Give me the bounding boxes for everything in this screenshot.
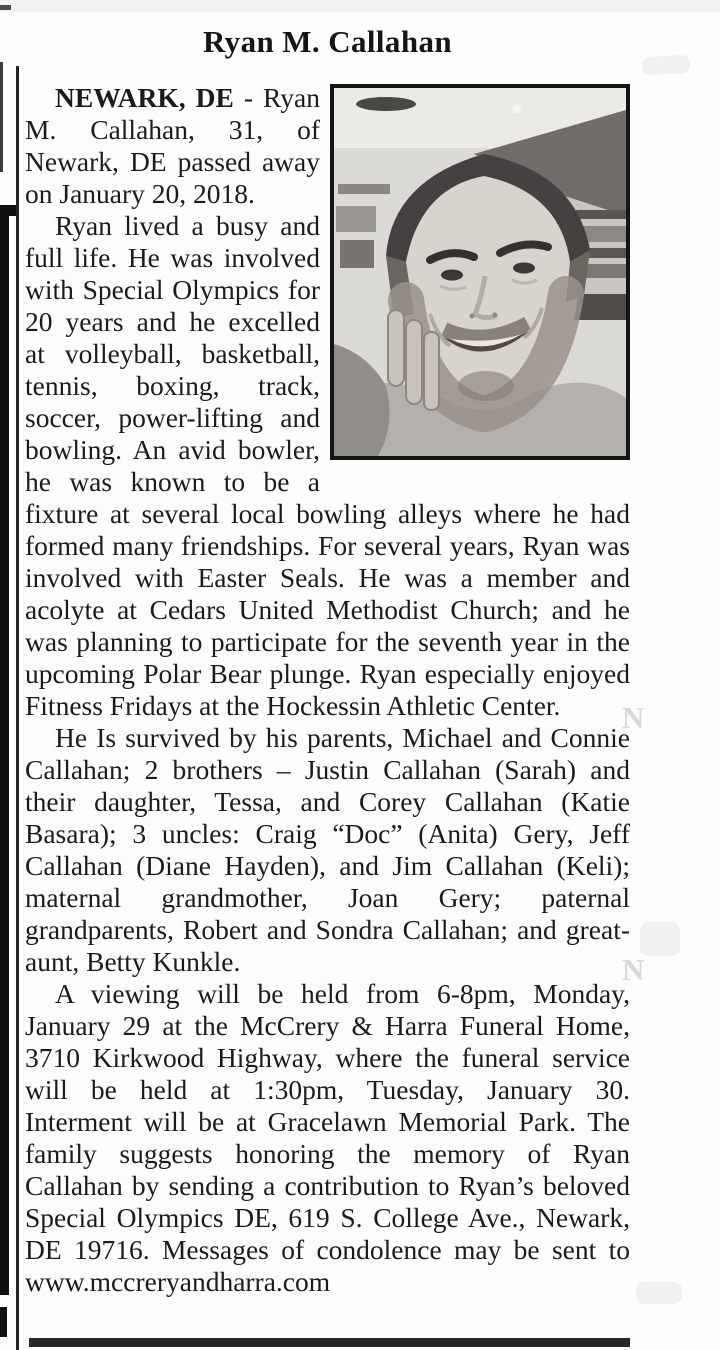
obituary-paragraph-life: Ryan lived a busy and full life. He was involved with Special Olympics for 20 years and he excelled at volleyball, basketball, tennis, boxing, track, soccer, power-lifting and bowling. An avid bowler, he was known to be a fixture at several local bowling alleys where he had formed many friendships. For several years, Ryan was involved with Easter Seals. He was a member and acolyte at Cedars United Methodist Church; and he was planning to participate for the seventh year in the upcoming Polar Bear plunge. Ryan especially enjoyed Fitness Fridays at the Hockessin Athletic Center.	[25, 210, 630, 721]
left-scan-bar	[0, 205, 9, 1295]
left-eye	[441, 270, 463, 281]
left-edge-line	[0, 62, 3, 172]
lead-paragraph-text: - Ryan M. Callahan, 31, of Newark, DE passed away on January 20, 2018.	[25, 82, 320, 209]
right-eye	[513, 263, 535, 274]
scan-corner-mark	[0, 5, 11, 10]
obituary-paragraph-services: A viewing will be held from 6-8pm, Monday, January 29 at the McCrery & Harra Funeral Home, 3710 Kirkwood Highway, where the funeral service will be held at 1:30pm, Tuesday, January 30. Interment will be at Gracelawn Memorial Park. The family suggests honoring the memory of Ryan Callahan by sending a contribution to Ryan’s beloved Special Olympics DE, 619 S. College Ave., Newark, DE 19716. Messages of condolence may be sent to www.mccreryandharra.com	[25, 978, 630, 1297]
obituary-article	[25, 24, 630, 1298]
watermark-letter-1: N	[622, 700, 645, 735]
chin-beard	[458, 371, 514, 401]
obituary-paragraph-survivors: He Is survived by his parents, Michael and Connie Callahan; 2 brothers – Justin Callahan (Sarah) and their daughter, Tessa, and Corey Callahan (Katie Basara); 3 uncles: Craig “Doc” (Anita) Gery, Jeff Callahan (Diane Hayden), and Jim Callahan (Keli); maternal grandmother, Joan Gery; paternal grandparents, Robert and Sondra Callahan; and great-aunt, Betty Kunkle.	[25, 722, 630, 977]
watermark-letter-2: N	[622, 952, 645, 987]
portrait-photo	[330, 84, 630, 460]
obituary-title: Ryan M. Callahan	[202, 24, 453, 59]
left-scan-bar-notch	[0, 205, 16, 216]
left-scan-bar-tail	[0, 1307, 7, 1337]
scan-top-tint	[0, 0, 720, 12]
scan-smudge-1	[642, 55, 691, 75]
scan-smudge-2	[640, 922, 680, 956]
next-article-divider	[29, 1338, 630, 1347]
column-rule	[16, 66, 19, 1350]
portrait-photo-illustration	[334, 88, 626, 456]
scan-smudge-3	[636, 1282, 682, 1304]
dateline: NEWARK, DE	[55, 82, 234, 113]
